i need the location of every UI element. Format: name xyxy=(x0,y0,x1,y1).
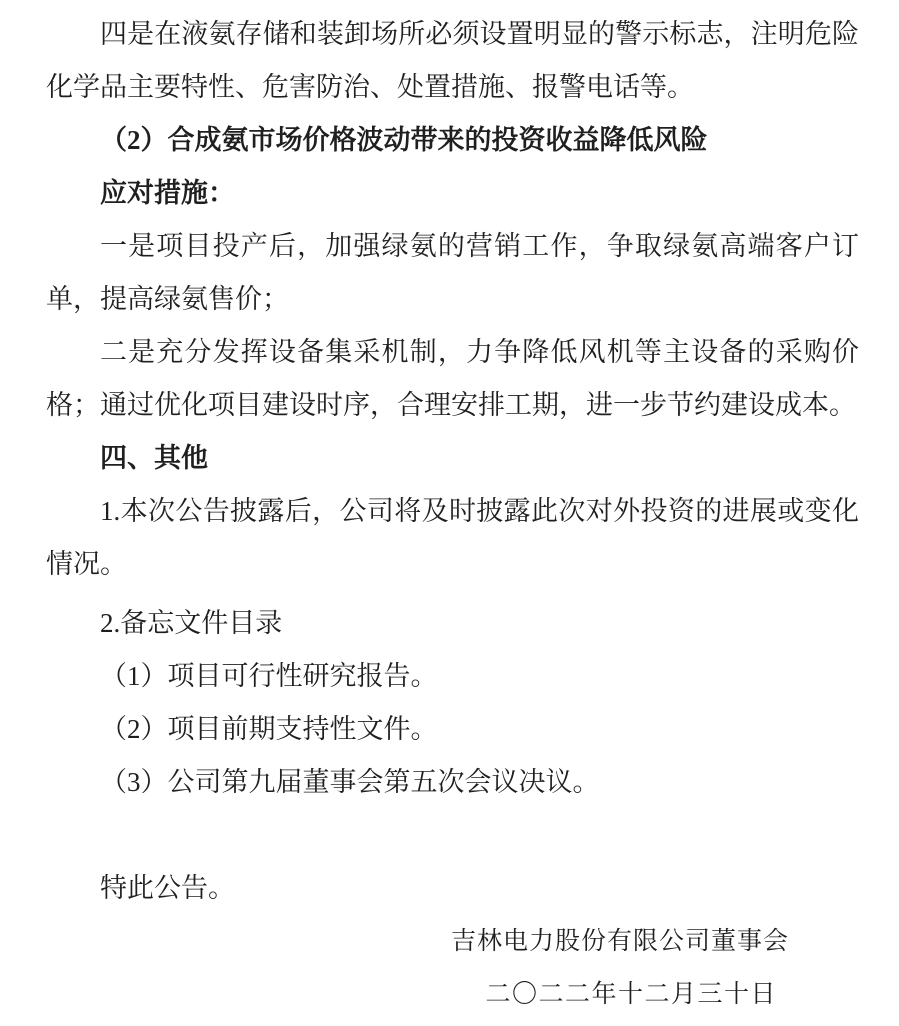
paragraph-warning-signs: 四是在液氨存储和装卸场所必须设置明显的警示标志，注明危险化学品主要特性、危害防治、处置措施、报警电话等。 xyxy=(46,19,859,102)
paragraph-measure-2: 二是充分发挥设备集采机制，力争降低风机等主设备的采购价格；通过优化项目建设时序，合理安排工期，进一步节约建设成本。 xyxy=(46,337,859,420)
signature-date: 二〇二二年十二月三十日 xyxy=(485,981,777,1008)
paragraph-doc-item-2: （2）项目前期支持性文件。 xyxy=(100,714,438,744)
paragraph-measure-1: 一是项目投产后，加强绿氨的营销工作，争取绿氨高端客户订单，提高绿氨售价； xyxy=(46,231,859,314)
heading-countermeasures: 应对措施： xyxy=(100,178,235,208)
paragraph-doc-list-title: 2.备忘文件目录 xyxy=(100,608,283,638)
paragraph-other-1: 1.本次公告披露后，公司将及时披露此次对外投资的进展或变化情况。 xyxy=(46,496,859,579)
closing-statement: 特此公告。 xyxy=(100,873,235,903)
paragraph-doc-item-1: （1）项目可行性研究报告。 xyxy=(100,661,438,691)
heading-section-4: 四、其他 xyxy=(100,443,208,473)
paragraph-doc-item-3: （3）公司第九届董事会第五次会议决议。 xyxy=(100,767,600,797)
heading-risk-2: （2）合成氨市场价格波动带来的投资收益降低风险 xyxy=(100,125,708,155)
signature-company: 吉林电力股份有限公司董事会 xyxy=(450,928,789,955)
